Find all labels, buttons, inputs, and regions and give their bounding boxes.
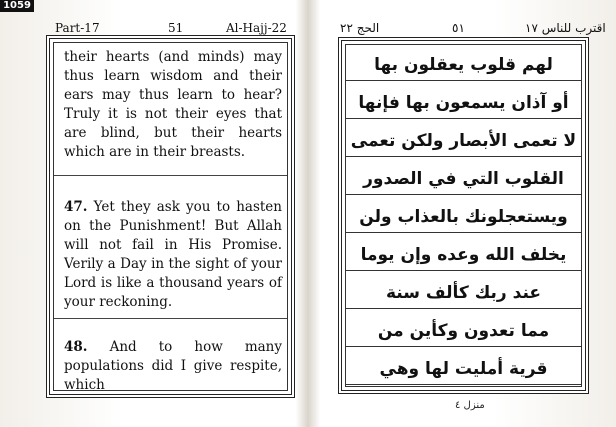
part-label: Part-17: [55, 21, 100, 35]
passage-continued: [64, 48, 282, 162]
right-surah-label: الحج ٢٢: [340, 21, 380, 35]
arabic-line-5: ويستعجلونك بالعذاب ولن: [346, 202, 581, 233]
arabic-line-9: قرية أمليت لها وهي: [346, 354, 581, 385]
right-page-number: ٥١: [452, 21, 465, 35]
verse-47-number: 47.: [64, 199, 88, 215]
manzil-footnote: منزل ٤: [455, 400, 485, 411]
verse-47-text: Yet they ask you to hasten on the Punishment! But Allah will not fail in His Promise. Verily a Day in the sight of your Lord is like a thousand years of your reckoning.: [64, 199, 282, 310]
arabic-line-3: لا تعمى الأبصار ولكن تعمى: [346, 126, 581, 157]
verse-48-text: And to how many populations did I give respite, which: [64, 339, 282, 393]
verse-48: [64, 338, 282, 395]
page-tag: 1059: [0, 0, 34, 12]
verse-divider: [54, 318, 287, 319]
arabic-line-7: عند ربك كألف سنة: [346, 278, 581, 309]
arabic-line-2: أو آذان يسمعون بها فإنها: [346, 88, 581, 119]
verse-47: [64, 198, 282, 312]
verse-48-number: 48.: [64, 339, 88, 355]
verse-divider: [54, 175, 287, 176]
right-part-label: اقترب للناس ١٧: [525, 21, 606, 35]
left-page-number: 51: [168, 21, 184, 35]
arabic-line-4: القلوب التي في الصدور: [346, 164, 581, 195]
arabic-line-1: لهم قلوب يعقلون بها: [346, 50, 581, 81]
passage-text: their hearts (and minds) may thus learn wisdom and their ears may thus learn to hear? Truly it is not their eyes that are blind, but their hearts which are in their breasts.: [64, 49, 282, 160]
arabic-line-6: يخلف الله وعده وإن يوما: [346, 240, 581, 271]
arabic-line-8: مما تعدون وكأين من: [346, 316, 581, 347]
surah-label: Al-Hajj-22: [226, 21, 287, 35]
